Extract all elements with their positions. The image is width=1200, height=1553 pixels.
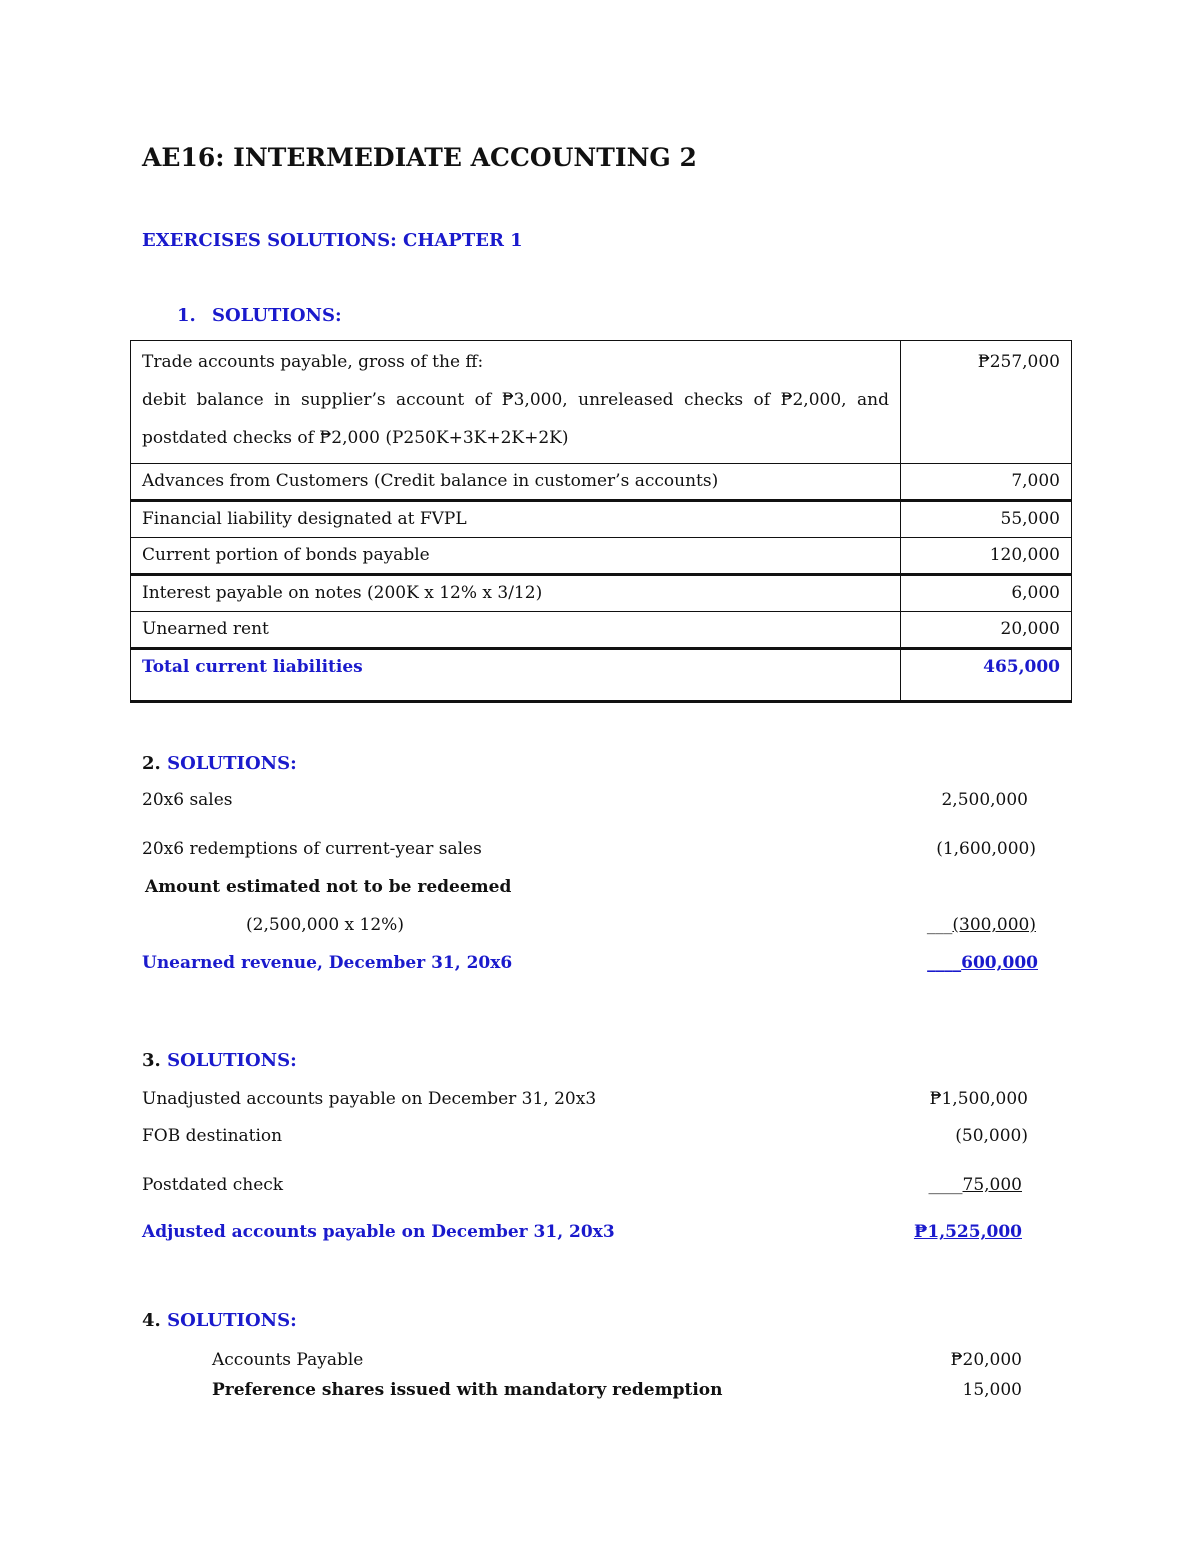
trade-payable-line3: postdated checks of ₱2,000 (P250K+3K+2K+2K)	[142, 428, 569, 448]
fob-amount: (50,000)	[955, 1126, 1028, 1146]
adjusted-ap-amount: ₱1,525,000	[913, 1222, 1022, 1242]
fob-label: FOB destination	[142, 1126, 283, 1146]
accounts-payable-label: Accounts Payable	[212, 1350, 364, 1370]
table-cell-label: Financial liability designated at FVPL	[131, 501, 901, 538]
table-row	[131, 538, 1072, 575]
section-2-heading	[142, 753, 297, 774]
computation-label: (2,500,000 x 12%)	[246, 915, 404, 935]
table-row	[131, 341, 1072, 464]
document-title: AE16: INTERMEDIATE ACCOUNTING 2	[142, 143, 697, 172]
section-1-label: SOLUTIONS:	[212, 305, 342, 326]
sales-amount: 2,500,000	[941, 790, 1028, 810]
table-cell-amount: 7,000	[901, 464, 1072, 501]
redemptions-label: 20x6 redemptions of current-year sales	[142, 839, 482, 859]
accounts-payable-amount: ₱20,000	[950, 1350, 1022, 1370]
unadjusted-ap-amount: ₱1,500,000	[929, 1089, 1028, 1109]
section-3-number: 3.	[142, 1050, 161, 1071]
trade-payable-line2: debit balance in supplier’s account of ₱3,000, unreleased checks of ₱2,000, and	[142, 390, 889, 410]
section-1-number: 1.	[177, 305, 196, 326]
section-4-heading	[142, 1310, 297, 1331]
postdated-check-label: Postdated check	[142, 1175, 284, 1195]
table-row	[131, 612, 1072, 649]
table-cell-label: Current portion of bonds payable	[131, 538, 901, 575]
table-cell-amount: 20,000	[901, 612, 1072, 649]
preference-shares-amount: 15,000	[962, 1380, 1022, 1400]
table-row	[131, 575, 1072, 612]
unearned-revenue-label: Unearned revenue, December 31, 20x6	[142, 953, 513, 973]
computation-underline: ___	[926, 915, 953, 935]
section-2-number: 2.	[142, 753, 161, 774]
table-row	[131, 501, 1072, 538]
unearned-revenue-amount: 600,000	[961, 953, 1038, 973]
table-cell-label: Unearned rent	[131, 612, 901, 649]
current-liabilities-table	[130, 340, 1072, 703]
postdated-underline: ____	[928, 1175, 963, 1195]
table-cell-amount: ₱257,000	[901, 341, 1072, 464]
table-cell-amount: 55,000	[901, 501, 1072, 538]
section-3-label: SOLUTIONS:	[167, 1050, 297, 1071]
table-row	[131, 464, 1072, 501]
estimated-label: Amount estimated not to be redeemed	[145, 877, 512, 897]
table-total-row	[131, 649, 1072, 702]
table-cell-label: Interest payable on notes (200K x 12% x 3/12)	[131, 575, 901, 612]
postdated-check-amount: 75,000	[962, 1175, 1022, 1195]
trade-payable-line1: Trade accounts payable, gross of the ff:	[142, 352, 484, 372]
unearned-revenue-underline: ____	[927, 953, 962, 973]
section-4-number: 4.	[142, 1310, 161, 1331]
redemptions-amount: (1,600,000)	[936, 839, 1036, 859]
table-cell-label	[131, 341, 901, 464]
table-cell-amount: 120,000	[901, 538, 1072, 575]
total-amount: 465,000	[901, 649, 1072, 702]
unadjusted-ap-label: Unadjusted accounts payable on December 31, 20x3	[142, 1089, 597, 1109]
preference-shares-label: Preference shares issued with mandatory redemption	[212, 1380, 723, 1400]
table-cell-label: Advances from Customers (Credit balance in customer’s accounts)	[131, 464, 901, 501]
section-2-label: SOLUTIONS:	[167, 753, 297, 774]
document-subtitle: EXERCISES SOLUTIONS: CHAPTER 1	[142, 230, 523, 251]
section-3-heading	[142, 1050, 297, 1071]
computation-amount: (300,000)	[952, 915, 1036, 935]
table-cell-amount: 6,000	[901, 575, 1072, 612]
total-label: Total current liabilities	[131, 649, 901, 702]
sales-label: 20x6 sales	[142, 790, 233, 810]
section-4-label: SOLUTIONS:	[167, 1310, 297, 1331]
adjusted-ap-label: Adjusted accounts payable on December 31, 20x3	[142, 1222, 615, 1242]
